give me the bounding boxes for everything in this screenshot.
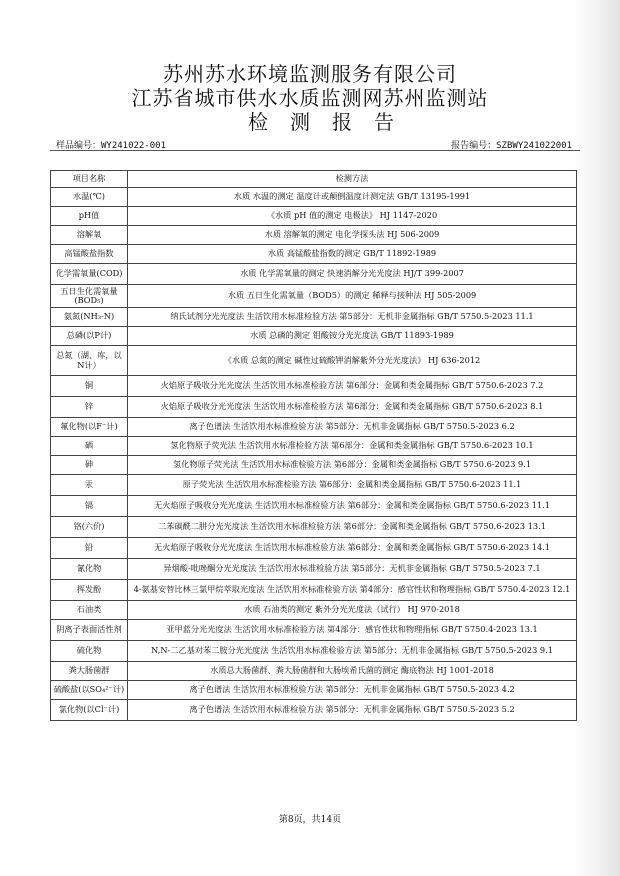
table-row bbox=[51, 418, 577, 437]
table-row bbox=[51, 264, 577, 285]
table-row bbox=[51, 517, 577, 538]
item-method: 异烟酸-吡唑酮分光光度法 生活饮用水标准检验方法 第5部分：无机非金属指标 GB/T 5750.5-2023 7.1 bbox=[128, 559, 577, 580]
table-row bbox=[51, 376, 577, 397]
item-name: 总氮（湖、库，以N计） bbox=[51, 346, 128, 376]
table-row bbox=[51, 346, 577, 376]
item-method: 火焰原子吸收分光光度法 生活饮用水标准检验方法 第6部分：金属和类金属指标 GB/T 5750.6-2023 7.2 bbox=[128, 376, 577, 397]
header-divider bbox=[50, 150, 580, 151]
item-name: 锌 bbox=[51, 397, 128, 418]
table-row bbox=[51, 245, 577, 264]
item-name: 粪大肠菌群 bbox=[51, 662, 128, 681]
item-name: 水温(℃) bbox=[51, 188, 128, 207]
table-row bbox=[51, 308, 577, 327]
item-name: pH值 bbox=[51, 207, 128, 226]
item-name: 硒 bbox=[51, 437, 128, 456]
item-method: 水质 总磷的测定 钼酸铵分光光度法 GB/T 11893-1989 bbox=[128, 327, 577, 346]
item-method: 水质 水温的测定 温度计或颠倒温度计测定法 GB/T 13195-1991 bbox=[128, 188, 577, 207]
table-row bbox=[51, 681, 577, 700]
table-row bbox=[51, 559, 577, 580]
company-name: 苏州苏水环境监测服务有限公司 bbox=[163, 62, 457, 86]
table-row bbox=[51, 700, 577, 721]
item-method: 水质 石油类的测定 紫外分光光度法（试行） HJ 970-2018 bbox=[128, 601, 577, 620]
item-name: 铬(六价) bbox=[51, 517, 128, 538]
item-method: 离子色谱法 生活饮用水标准检验方法 第5部分：无机非金属指标 GB/T 5750.5-2023 4.2 bbox=[128, 681, 577, 700]
item-method: 纳氏试剂分光光度法 生活饮用水标准检验方法 第5部分：无机非金属指标 GB/T 5750.5-2023 11.1 bbox=[128, 308, 577, 327]
item-name: 硫化物 bbox=[51, 641, 128, 662]
item-method: 水质 化学需氧量的测定 快速消解分光光度法 HJ/T 399-2007 bbox=[128, 264, 577, 285]
item-method: 二苯碳酰二肼分光光度法 生活饮用水标准检验方法 第6部分：金属和类金属指标 GB/T 5750.6-2023 13.1 bbox=[128, 517, 577, 538]
item-name: 铜 bbox=[51, 376, 128, 397]
item-method: 《水质 总氮的测定 碱性过硫酸钾消解紫外分光光度法》 HJ 636-2012 bbox=[128, 346, 577, 376]
item-method: 《水质 pH 值的测定 电极法》 HJ 1147-2020 bbox=[128, 207, 577, 226]
item-name: 总磷(以P计) bbox=[51, 327, 128, 346]
item-name: 汞 bbox=[51, 475, 128, 496]
report-number: 报告编号：SZBWY241022001 bbox=[451, 141, 572, 151]
item-name: 镉 bbox=[51, 496, 128, 517]
item-method: 离子色谱法 生活饮用水标准检验方法 第5部分：无机非金属指标 GB/T 5750.5-2023 6.2 bbox=[128, 418, 577, 437]
method-table bbox=[50, 170, 577, 721]
table-row bbox=[51, 437, 577, 456]
table-row bbox=[51, 327, 577, 346]
table-row bbox=[51, 580, 577, 601]
item-method: 火焰原子吸收分光光度法 生活饮用水标准检验方法 第6部分：金属和类金属指标 GB/T 5750.6-2023 8.1 bbox=[128, 397, 577, 418]
table-row bbox=[51, 475, 577, 496]
item-method: 无火焰原子吸收分光光度法 生活饮用水标准检验方法 第6部分：金属和类金属指标 GB/T 5750.6-2023 14.1 bbox=[128, 538, 577, 559]
item-name: 溶解氧 bbox=[51, 226, 128, 245]
item-name: 五日生化需氧量(BOD₅) bbox=[51, 285, 128, 308]
table-row bbox=[51, 226, 577, 245]
table-row bbox=[51, 641, 577, 662]
station-name: 江苏省城市供水水质监测网苏州监测站 bbox=[131, 86, 489, 110]
item-name: 阴离子表面活性剂 bbox=[51, 620, 128, 641]
table-row bbox=[51, 662, 577, 681]
item-name: 石油类 bbox=[51, 601, 128, 620]
table-row bbox=[51, 285, 577, 308]
table-header-row bbox=[51, 171, 577, 188]
item-method: 水质 溶解氧的测定 电化学探头法 HJ 506-2009 bbox=[128, 226, 577, 245]
table-row bbox=[51, 397, 577, 418]
column-header-method: 检测方法 bbox=[128, 171, 577, 188]
item-method: N,N-二乙基对苯二胺分光光度法 生活饮用水标准检验方法 第5部分：无机非金属指标 GB/T 5750.5-2023 9.1 bbox=[128, 641, 577, 662]
report-title: 检测报告 bbox=[248, 110, 416, 134]
item-method: 4-氨基安替比林三氯甲烷萃取光度法 生活饮用水标准检验方法 第4部分：感官性状和物理指标 GB/T 5750.4-2023 12.1 bbox=[128, 580, 577, 601]
column-header-item: 项目名称 bbox=[51, 171, 128, 188]
item-name: 铅 bbox=[51, 538, 128, 559]
item-method: 原子荧光法 生活饮用水标准检验方法 第6部分：金属和类金属指标 GB/T 5750.6-2023 11.1 bbox=[128, 475, 577, 496]
page-number: 第8页，共14页 bbox=[278, 815, 342, 825]
table-row bbox=[51, 207, 577, 226]
item-name: 挥发酚 bbox=[51, 580, 128, 601]
item-method: 氢化物原子荧光法 生活饮用水标准检验方法 第6部分：金属和类金属指标 GB/T 5750.6-2023 9.1 bbox=[128, 456, 577, 475]
table-row bbox=[51, 496, 577, 517]
item-name: 硫酸盐(以SO₄²⁻计) bbox=[51, 681, 128, 700]
table-row bbox=[51, 601, 577, 620]
item-name: 化学需氧量(COD) bbox=[51, 264, 128, 285]
sample-number: 样品编号：WY241022-001 bbox=[56, 141, 167, 151]
item-name: 砷 bbox=[51, 456, 128, 475]
item-method: 离子色谱法 生活饮用水标准检验方法 第5部分：无机非金属指标 GB/T 5750.5-2023 5.2 bbox=[128, 700, 577, 721]
item-name: 氯化物(以Cl⁻计) bbox=[51, 700, 128, 721]
item-method: 水质 高锰酸盐指数的测定 GB/T 11892-1989 bbox=[128, 245, 577, 264]
item-name: 氨氮(NH₃-N) bbox=[51, 308, 128, 327]
table-row bbox=[51, 188, 577, 207]
item-method: 水质总大肠菌群、粪大肠菌群和大肠埃希氏菌的测定 酶底物法 HJ 1001-2018 bbox=[128, 662, 577, 681]
item-method: 水质 五日生化需氧量（BOD5）的测定 稀释与接种法 HJ 505-2009 bbox=[128, 285, 577, 308]
item-method: 氢化物原子荧光法 生活饮用水标准检验方法 第6部分：金属和类金属指标 GB/T 5750.6-2023 10.1 bbox=[128, 437, 577, 456]
table-row bbox=[51, 538, 577, 559]
item-method: 亚甲蓝分光光度法 生活饮用水标准检验方法 第4部分：感官性状和物理指标 GB/T 5750.4-2023 13.1 bbox=[128, 620, 577, 641]
item-method: 无火焰原子吸收分光光度法 生活饮用水标准检验方法 第6部分：金属和类金属指标 GB/T 5750.6-2023 11.1 bbox=[128, 496, 577, 517]
item-name: 氟化物(以F⁻计) bbox=[51, 418, 128, 437]
table-row bbox=[51, 456, 577, 475]
item-name: 氰化物 bbox=[51, 559, 128, 580]
item-name: 高锰酸盐指数 bbox=[51, 245, 128, 264]
table-row bbox=[51, 620, 577, 641]
